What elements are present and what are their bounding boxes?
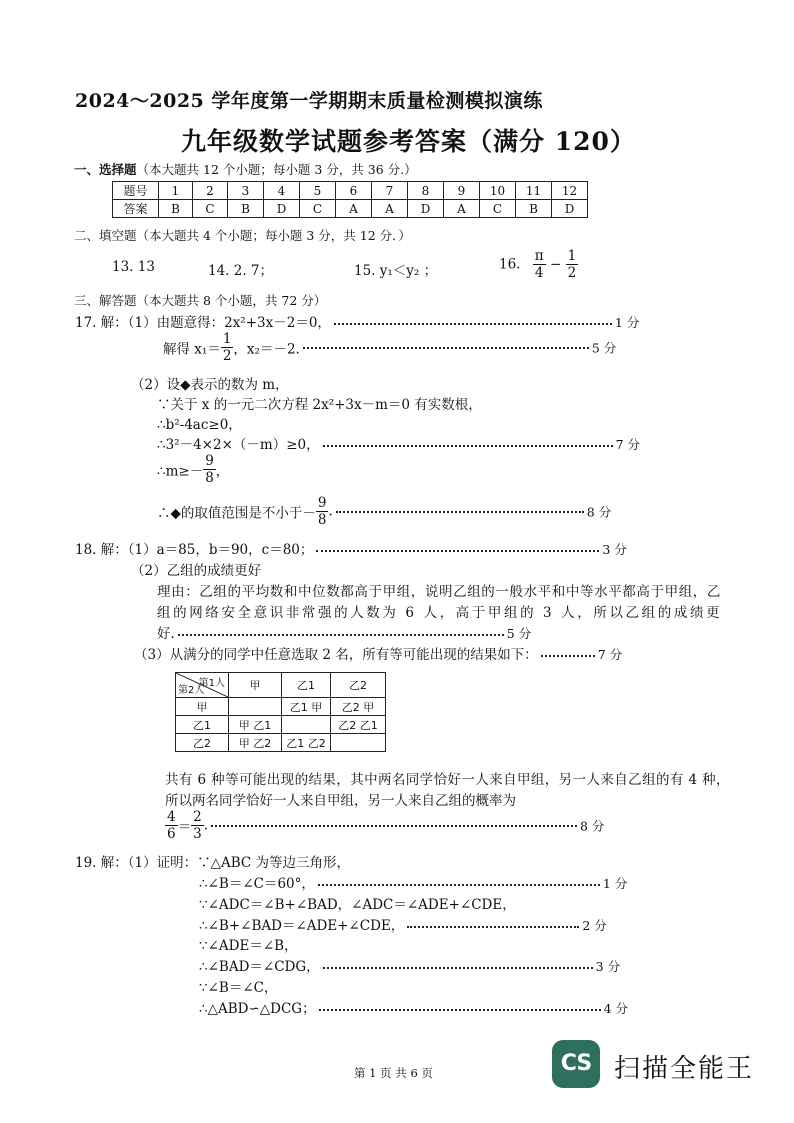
fraction [203,453,216,486]
page-footer: 第 1 页 共 6 页 [354,1066,433,1080]
score: 3 分 [602,542,627,557]
table-cell: B [516,200,552,218]
outcome-row [176,716,386,734]
q19-line2 [199,872,627,892]
row-head: 乙2 [176,734,229,752]
table-cell: D [552,200,588,218]
q19-line7: ∵∠B＝∠C， [199,980,278,996]
q17-step8-post: . [328,503,333,520]
fraction [316,495,329,528]
table-cell: D [408,200,444,218]
q17-line7 [157,453,229,486]
table-cell: A [372,200,408,218]
q17-step7-pre: ∴m≥－ [157,463,204,480]
score: 4 分 [603,1001,629,1016]
leader-dots [336,511,584,513]
leader-dots [303,347,589,349]
q18-label: 18. 解： [75,542,128,558]
col-head: 乙2 [331,673,386,698]
equals-sign: ＝ [177,819,192,836]
q17-line8 [157,495,611,528]
answer-14: 14. 2. 7； [208,263,274,279]
q17-line2 [163,331,616,364]
q19-label: 19. 解： [75,855,128,871]
q17-step2-post: ，x₂＝－2. [233,341,300,358]
numerator: 9 [317,495,327,511]
q17-line6 [157,433,640,453]
fraction [165,809,178,842]
answer-table-answer-row [113,200,588,218]
numerator: π [534,248,544,264]
score: 7 分 [597,647,623,662]
outcome-cell: 甲 乙1 [229,716,282,734]
q17-step8-pre: ∴◆的取值范围是不小于－ [157,505,316,522]
outcome-table-header [176,673,386,698]
score: 5 分 [591,340,617,356]
score: 8 分 [579,818,605,834]
leader-dots [334,323,612,325]
q17-step6: ∴3²－4×2×（－m）≥0， [157,437,320,453]
q17-line3: （2）设◆表示的数为 m， [131,377,289,393]
q18-line5 [157,622,531,642]
table-cell: 4 [264,182,300,200]
numerator: 4 [167,809,176,825]
q18-line8: 所以两名同学恰好一人来自甲组，另一人来自乙组的概率为 [165,793,516,809]
outcome-cell [282,716,331,734]
table-cell: A [444,200,480,218]
camscanner-logo: CS [552,1040,600,1088]
table-cell: 6 [336,182,372,200]
answer-16-label: 16. [499,256,521,273]
denominator: 8 [205,470,214,486]
minus-sign: − [549,256,562,273]
q19-line1 [75,851,350,871]
q19-line8 [199,997,628,1017]
outcome-cell: 乙2 乙1 [331,716,386,734]
outcome-cell: 乙2 甲 [331,698,386,716]
q19-step2: ∴∠B＝∠C＝60°， [199,876,315,892]
leader-dots [323,967,593,969]
leader-dots [323,445,613,447]
q18-line3: 理由：乙组的平均数和中位数都高于甲组，说明乙组的一般水平和中等水平都高于甲组，乙 [157,584,721,600]
numerator: 2 [193,809,202,825]
answer-table-number-row [113,182,588,200]
leader-dots [316,550,599,552]
q19-step1: （1）证明：∵△ABC 为等边三角形， [127,855,351,871]
fraction [191,809,204,842]
outcome-cell [331,734,386,752]
denominator: 2 [222,348,232,364]
outcome-row [176,734,386,752]
leader-dots [319,1009,601,1011]
q18-step9-post: . [203,817,208,834]
outcome-cell: 乙1 乙2 [282,734,331,752]
numerator: 9 [205,453,214,469]
table-cell: 3 [228,182,264,200]
table-cell: 8 [408,182,444,200]
q17-line4: ∵关于 x 的一元二次方程 2x²+3x－m＝0 有实数根， [157,397,482,413]
q18-step1: （1）a＝85，b＝90，c＝80； [127,542,314,558]
q17-line1 [75,311,639,331]
q19-step8: ∴△ABD∽△DCG； [199,1001,316,1017]
leader-dots [211,825,577,827]
answer-16 [499,248,578,281]
score: 3 分 [595,959,621,974]
score: 1 分 [614,315,640,330]
q18-step5: 好. [157,626,175,642]
row-head: 甲 [176,698,229,716]
q17-line5: ∴b²-4ac≥0， [157,417,242,433]
table-cell: 7 [372,182,408,200]
answer-13: 13. 13 [112,259,155,275]
q19-step6: ∴∠BAD＝∠CDG， [199,959,320,975]
table-cell: 12 [552,182,588,200]
score: 5 分 [506,626,532,641]
corner-top-label: 第1人 [198,678,225,689]
score: 8 分 [586,504,612,520]
corner-bottom-label: 第2人 [178,685,205,696]
section1-heading [74,160,417,178]
q18-line9 [165,809,604,842]
numerator: 1 [222,331,232,347]
outcome-cell: 甲 乙2 [229,734,282,752]
outcome-cell [229,698,282,716]
denominator: 3 [193,826,202,842]
q18-line7: 共有 6 种等可能出现的结果，其中两名同学恰好一人来自甲组，另一人来自乙组的有 4 种， [165,772,730,788]
table-cell: B [228,200,264,218]
table-cell: C [300,200,336,218]
section1-title: 一、选择题 [74,162,137,177]
fraction [533,248,546,281]
outcome-table [175,672,386,752]
score: 1 分 [602,876,628,891]
q19-line4 [199,914,607,934]
numerator: 1 [567,248,577,264]
answer-table [112,181,588,218]
answer-15: 15. y₁＜y₂ ； [354,263,438,279]
table-cell: A [336,200,372,218]
leader-dots [407,926,579,928]
q19-line6 [199,955,620,975]
table-cell: C [480,200,516,218]
q18-line2: （2）乙组的成绩更好 [131,563,262,579]
table-cell: 5 [300,182,336,200]
table-head-number: 题号 [113,182,159,200]
leader-dots [178,634,504,636]
corner-cell [176,673,229,698]
header-line1: 2024～2025 学年度第一学期期末质量检测模拟演练 [75,90,543,112]
table-cell: 2 [193,182,228,200]
table-cell: B [159,200,193,218]
col-head: 乙1 [282,673,331,698]
outcome-row [176,698,386,716]
q18-line1 [75,538,627,558]
table-cell: 11 [516,182,552,200]
score: 2 分 [582,918,607,933]
table-cell: 1 [159,182,193,200]
section3-title: 三、解答题（本大题共 8 个小题，共 72 分） [74,293,327,308]
table-cell: D [264,200,300,218]
score: 7 分 [615,437,641,452]
section2-title: 二、填空题（本大题共 4 个小题；每小题 3 分，共 12 分．） [74,228,411,243]
q19-line5: ∵∠ADE＝∠B， [199,938,298,954]
leader-dots [541,655,595,657]
section1-note: （本大题共 12 个小题；每小题 3 分，共 36 分.） [136,162,417,177]
q17-label: 17. 解： [75,315,128,331]
q19-line3: ∵∠ADC＝∠B+∠BAD，∠ADC＝∠ADE+∠CDE， [199,897,516,913]
denominator: 6 [167,826,176,842]
table-cell: C [193,200,228,218]
outcome-cell: 乙1 甲 [282,698,331,716]
denominator: 8 [317,512,327,528]
row-head: 乙1 [176,716,229,734]
header-title: 九年级数学试题参考答案（满分 120） [181,127,636,156]
q19-step4: ∴∠B+∠BAD＝∠ADE+∠CDE， [199,918,405,934]
table-cell: 10 [480,182,516,200]
q17-step2-pre: 解得 x₁＝ [163,341,221,358]
q17-step7-post: ， [215,463,230,480]
q18-line6 [134,643,622,663]
col-head: 甲 [229,673,282,698]
table-cell: 9 [444,182,480,200]
q18-line4: 组的网络安全意识非常强的人数为 6 人，高于甲组的 3 人，所以乙组的成绩更 [157,605,723,621]
q18-step6: （3）从满分的同学中任意选取 2 名，所有等可能出现的结果如下： [134,647,538,663]
q17-step1: （1）由题意得：2x²+3x－2＝0， [127,315,331,331]
denominator: 2 [567,265,577,281]
fraction [221,331,234,364]
table-head-answer: 答案 [113,200,159,218]
leader-dots [318,884,600,886]
camscanner-brand-text: 扫描全能王 [614,1054,755,1084]
denominator: 4 [534,265,544,281]
fraction [566,248,579,281]
